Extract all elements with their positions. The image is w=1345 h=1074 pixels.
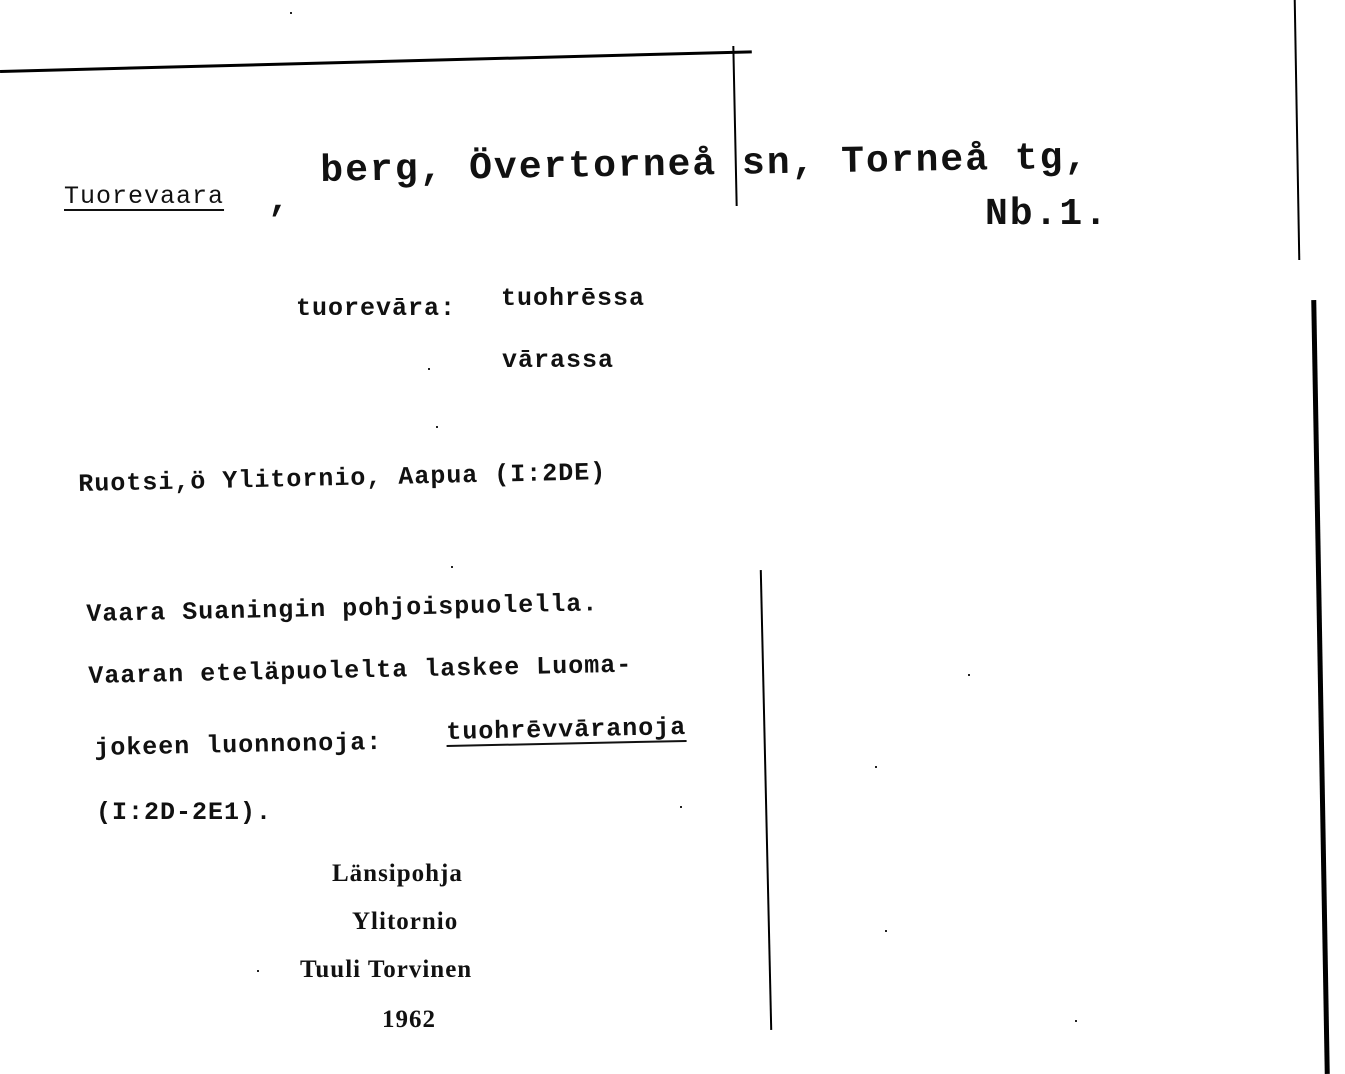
speck — [875, 766, 877, 768]
pronunciation-form-1: tuohrēssa — [501, 284, 646, 313]
header-separator: , — [268, 180, 291, 221]
speck — [436, 426, 438, 428]
description-line-1: Vaara Suaningin pohjoispuolella. — [86, 589, 599, 629]
speck — [290, 12, 292, 14]
place-name: Tuorevaara — [64, 182, 225, 211]
source-parish: Ylitornio — [352, 908, 459, 935]
card-middle-divider — [760, 570, 772, 1030]
source-region: Länsipohja — [332, 860, 463, 887]
speck — [1075, 1020, 1077, 1022]
card-top-border — [0, 50, 752, 73]
region-code: Nb.1. — [985, 193, 1110, 236]
source-year: 1962 — [382, 1006, 436, 1033]
description-term: tuohrēvvāranoja — [446, 712, 687, 747]
source-collector: Tuuli Torvinen — [300, 956, 473, 983]
description-line-4: (I:2D-2E1). — [96, 798, 273, 827]
card-right-edge — [1294, 0, 1301, 260]
pronunciation-form-2: vārassa — [502, 346, 615, 375]
speck — [885, 930, 887, 932]
speck — [968, 674, 970, 676]
description-line-3-prefix: jokeen luonnonoja: — [94, 727, 383, 763]
speck — [680, 806, 682, 808]
pronunciation-lemma: tuorevāra: — [296, 294, 457, 323]
header-description: berg, Övertorneå sn, Torneå tg, — [320, 136, 1090, 193]
speck — [257, 970, 259, 972]
card-right-edge-lower — [1311, 300, 1330, 1074]
description-line-2: Vaaran eteläpuolelta laskee Luoma- — [88, 650, 633, 691]
speck — [428, 368, 430, 370]
speck — [451, 566, 453, 568]
location-line: Ruotsi,ö Ylitornio, Aapua (I:2DE) — [78, 458, 607, 499]
